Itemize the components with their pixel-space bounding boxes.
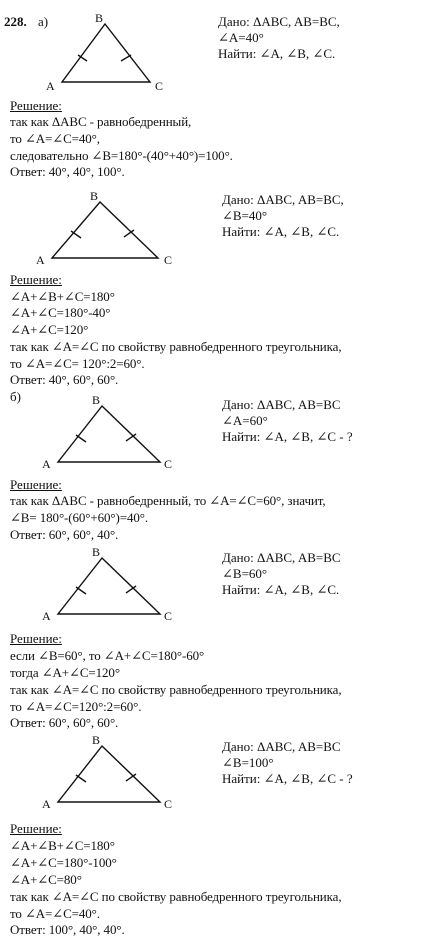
given-block-2 [222, 192, 344, 240]
solution-line: если ∠B=60°, то ∠A+∠C=180°-60° [10, 648, 205, 663]
vertex-a-label: A [42, 609, 51, 623]
part-b-label: б) [10, 389, 21, 404]
answer-line: Ответ: 60°, 60°, 40°. [10, 527, 119, 542]
solution-line: так как ΔABC - равнобедренный, [10, 114, 192, 129]
given-line: ∠B=60° [222, 566, 268, 581]
given-line: Дано: ΔABC, AB=BC [222, 397, 341, 412]
given-line: ∠B=100° [222, 755, 274, 770]
vertex-b-label: B [95, 11, 104, 25]
solution-line: ∠A+∠C=180°-40° [10, 305, 111, 320]
part-a-label: а) [38, 14, 49, 29]
solution-heading: Решение: [10, 98, 62, 113]
solution-heading: Решение: [10, 821, 62, 836]
answer-line: Ответ: 60°, 60°, 60°. [10, 715, 119, 730]
triangle-figure-2 [30, 190, 190, 266]
vertex-c-label: C [164, 253, 173, 267]
given-block-1 [218, 14, 340, 62]
given-line: Дано: ΔABC, AB=BC, [218, 14, 340, 29]
solution-line: так как ∠A=∠C по свойству равнобедренного треугольника, [10, 339, 342, 354]
vertex-b-label: B [92, 545, 101, 559]
given-line: Найти: ∠A, ∠B, ∠C - ? [222, 429, 353, 444]
vertex-c-label: C [164, 797, 173, 811]
vertex-a-label: A [36, 253, 45, 267]
given-block-4 [222, 550, 341, 598]
given-line: ∠A=40° [218, 30, 264, 45]
vertex-c-label: C [155, 79, 164, 93]
vertex-b-label: B [92, 733, 101, 747]
solution-line: то ∠A=∠C= 120°:2=60°. [10, 356, 145, 371]
triangle-figure-4 [34, 546, 194, 622]
given-line: Найти: ∠A, ∠B, ∠C - ? [222, 771, 353, 786]
vertex-c-label: C [164, 457, 173, 471]
solution-line: ∠A+∠C=80° [10, 872, 82, 887]
solution-line: ∠B= 180°-(60°+60°)=40°. [10, 510, 149, 525]
solution-line: ∠A+∠B+∠C=180° [10, 838, 115, 853]
given-block-5 [222, 739, 353, 787]
solution-line: следовательно ∠B=180°-(40°+40°)=100°. [10, 148, 233, 163]
answer-line: Ответ: 40°, 40°, 100°. [10, 164, 125, 179]
triangle-figure-3 [34, 394, 194, 470]
vertex-c-label: C [164, 609, 173, 623]
solution-line: так как ΔABC - равнобедренный, то ∠A=∠C=60°, значит, [10, 493, 326, 508]
answer-line: Ответ: 100°, 40°, 40°. [10, 922, 125, 937]
solution-heading: Решение: [10, 631, 62, 646]
solution-line: то ∠A=∠C=40°, [10, 131, 100, 146]
triangle-figure-5 [34, 734, 194, 810]
solution-line: то ∠A=∠C=40°. [10, 906, 100, 921]
solution-line: тогда ∠A+∠C=120° [10, 665, 120, 680]
vertex-a-label: A [46, 79, 55, 93]
solution-heading: Решение: [10, 272, 62, 287]
given-block-3 [222, 397, 353, 445]
given-line: Дано: ΔABC, AB=BC [222, 550, 341, 565]
solution-line: так как ∠A=∠C по свойству равнобедренного треугольника, [10, 889, 342, 904]
vertex-b-label: B [90, 189, 99, 203]
given-line: ∠B=40° [222, 208, 268, 223]
given-line: Дано: ΔABC, AB=BC [222, 739, 341, 754]
solution-line: то ∠A=∠C=120°:2=60°. [10, 699, 142, 714]
solution-line: так как ∠A=∠C по свойству равнобедренного треугольника, [10, 682, 342, 697]
solution-heading: Решение: [10, 477, 62, 492]
given-line: Найти: ∠A, ∠B, ∠C. [222, 224, 340, 239]
vertex-a-label: A [42, 457, 51, 471]
solution-line: ∠A+∠C=120° [10, 322, 89, 337]
given-line: Дано: ΔABC, AB=BC, [222, 192, 344, 207]
given-line: Найти: ∠A, ∠B, ∠C. [218, 46, 336, 61]
given-line: ∠A=60° [222, 413, 268, 428]
solution-line: ∠A+∠C=180°-100° [10, 855, 117, 870]
solution-line: ∠A+∠B+∠C=180° [10, 289, 115, 304]
triangle-figure-1 [40, 12, 180, 92]
given-line: Найти: ∠A, ∠B, ∠C. [222, 582, 340, 597]
vertex-b-label: B [92, 393, 101, 407]
answer-line: Ответ: 40°, 60°, 60°. [10, 372, 119, 387]
problem-number: 228. [4, 14, 27, 29]
vertex-a-label: A [42, 797, 51, 811]
